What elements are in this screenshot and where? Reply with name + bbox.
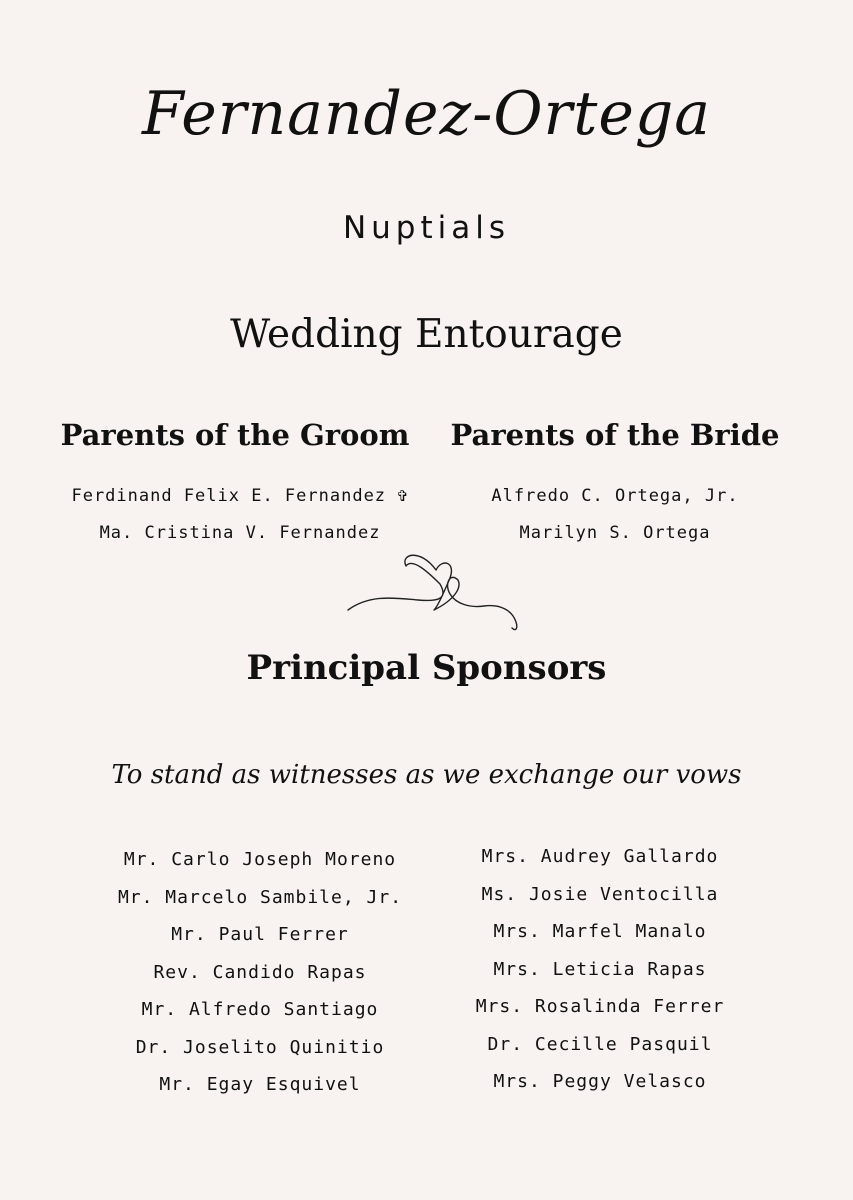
nuptials-subtitle: Nuptials — [342, 210, 511, 246]
list-item: Mr. Alfredo Santiago — [141, 999, 379, 1020]
list-item: Ms. Josie Ventocilla — [481, 883, 719, 905]
entourage-heading: Wedding Entourage — [230, 312, 623, 357]
principal-sponsors-heading: Principal Sponsors — [246, 648, 607, 688]
sponsors-left-list — [80, 851, 440, 1114]
couple-title: Fernandez-Ortega — [141, 79, 712, 149]
list-item: Mr. Marcelo Sambile, Jr. — [117, 886, 403, 908]
list-item: Mr. Egay Esquivel — [159, 1074, 361, 1095]
list-item: Dr. Joselito Quinitio — [135, 1036, 385, 1058]
list-item: Ma. Cristina V. Fernandez — [99, 523, 381, 543]
bride-parents-heading: Parents of the Bride — [450, 418, 780, 452]
list-item: Mrs. Marfel Manalo — [493, 921, 707, 942]
sponsors-right-list — [420, 848, 780, 1111]
list-item: Mrs. Peggy Velasco — [493, 1071, 707, 1092]
groom-parents-heading: Parents of the Groom — [60, 418, 410, 452]
list-item: Mr. Paul Ferrer — [171, 924, 349, 945]
list-item: Mr. Carlo Joseph Moreno — [123, 849, 397, 870]
list-item: Rev. Candido Rapas — [153, 961, 367, 983]
hearts-flourish-icon — [340, 548, 525, 638]
witness-tagline: To stand as witnesses as we exchange our vows — [111, 760, 742, 790]
list-item: Mrs. Audrey Gallardo — [481, 846, 719, 867]
list-item: Mrs. Leticia Rapas — [493, 958, 707, 980]
list-item: Mrs. Rosalinda Ferrer — [475, 996, 725, 1017]
list-item: Alfredo C. Ortega, Jr. — [491, 486, 739, 506]
list-item: Marilyn S. Ortega — [519, 523, 711, 543]
list-item: Ferdinand Felix E. Fernandez ✞ — [71, 486, 409, 506]
list-item: Dr. Cecille Pasquil — [487, 1033, 713, 1055]
